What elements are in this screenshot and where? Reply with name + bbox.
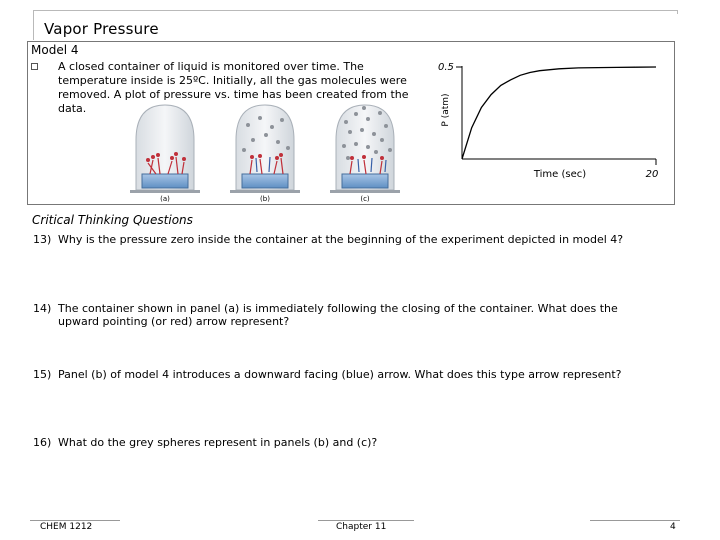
- question-text: Why is the pressure zero inside the container at the beginning of the experiment depicted in model 4?: [58, 233, 624, 246]
- container-a: [130, 105, 200, 193]
- question-number: 13): [33, 233, 52, 246]
- pressure-curve: [462, 67, 656, 159]
- panel-label-c: (c): [360, 195, 370, 202]
- question-number: 14): [33, 302, 52, 315]
- header-rule-tick: [677, 10, 678, 14]
- question-14: [33, 302, 618, 328]
- footer-rule-right: [590, 520, 680, 521]
- footer-chapter: Chapter 11: [336, 522, 387, 532]
- pressure-time-chart: [438, 58, 666, 186]
- header-rule-left: [33, 10, 34, 40]
- footer-rule-center: [318, 520, 414, 521]
- panel-label-a: (a): [160, 195, 170, 202]
- footer-rule-left: [30, 520, 120, 521]
- questions-heading: Critical Thinking Questions: [32, 213, 193, 227]
- model-label: Model 4: [31, 43, 79, 57]
- question-number: 15): [33, 368, 52, 381]
- model-description: A closed container of liquid is monitored over time. The temperature inside is 25ºC. Initially, all the gas molecules were removed. A plot of pressure vs. time has been created from the data.: [58, 60, 409, 115]
- x-axis-label: Time (sec): [533, 169, 587, 180]
- bullet-square-icon: [31, 63, 38, 70]
- y-tick-label: 0.5: [438, 62, 454, 73]
- page-number: 4: [670, 522, 676, 532]
- footer-course: CHEM 1212: [40, 522, 93, 532]
- question-number: 16): [33, 436, 52, 449]
- question-15: [33, 368, 622, 381]
- slide-title: Vapor Pressure: [44, 20, 159, 38]
- panel-label-b: (b): [260, 195, 270, 202]
- question-16: [33, 436, 378, 449]
- container-b: [230, 105, 300, 193]
- container-c: [330, 105, 400, 193]
- x-tick-label: 20: [645, 169, 659, 180]
- y-axis-label: P (atm): [441, 93, 451, 127]
- question-13: [33, 233, 624, 246]
- question-text: Panel (b) of model 4 introduces a downward facing (blue) arrow. What does this type arrow represent?: [58, 368, 622, 381]
- question-text: What do the grey spheres represent in panels (b) and (c)?: [58, 436, 378, 449]
- question-text: The container shown in panel (a) is immediately following the closing of the container. What does the upward pointing (or red) arrow represent?: [58, 302, 618, 328]
- header-rule: [33, 10, 678, 11]
- container-illustration: [120, 100, 420, 202]
